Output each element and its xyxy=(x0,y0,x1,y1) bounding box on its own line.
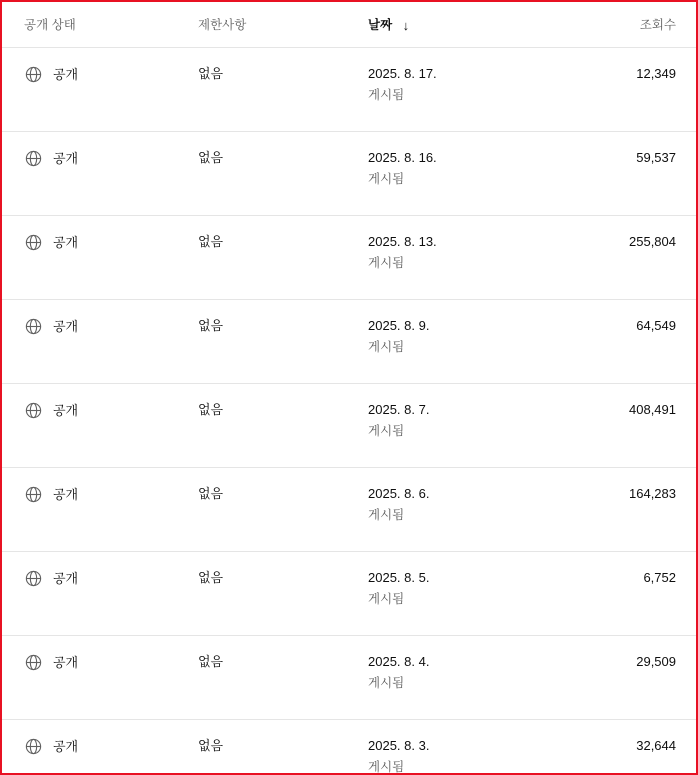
restriction-label: 없음 xyxy=(198,234,224,249)
cell-visibility xyxy=(2,569,198,588)
globe-icon xyxy=(24,65,43,84)
cell-visibility xyxy=(2,149,198,168)
cell-restriction xyxy=(198,653,368,671)
views-value: 32,644 xyxy=(636,738,676,753)
table-row[interactable] xyxy=(2,384,696,468)
visibility-label: 공개 xyxy=(53,654,79,670)
date-value: 2025. 8. 7. xyxy=(368,402,430,417)
views-value: 59,537 xyxy=(636,150,676,165)
cell-restriction xyxy=(198,569,368,587)
column-header-restriction-label: 제한사항 xyxy=(198,18,247,32)
cell-date xyxy=(368,233,564,272)
cell-visibility xyxy=(2,653,198,672)
cell-date xyxy=(368,401,564,440)
table-row[interactable] xyxy=(2,720,696,775)
date-status: 게시됨 xyxy=(368,676,405,690)
date-value: 2025. 8. 5. xyxy=(368,570,430,585)
restriction-label: 없음 xyxy=(198,150,224,165)
views-value: 255,804 xyxy=(629,234,676,249)
cell-views xyxy=(564,653,694,671)
table-row[interactable] xyxy=(2,132,696,216)
cell-restriction xyxy=(198,401,368,419)
cell-restriction xyxy=(198,149,368,167)
date-status: 게시됨 xyxy=(368,592,405,606)
cell-date xyxy=(368,317,564,356)
visibility-label: 공개 xyxy=(53,150,79,166)
visibility-label: 공개 xyxy=(53,402,79,418)
cell-visibility xyxy=(2,233,198,252)
date-status: 게시됨 xyxy=(368,340,405,354)
cell-visibility xyxy=(2,401,198,420)
cell-views xyxy=(564,485,694,503)
date-status: 게시됨 xyxy=(368,172,405,186)
date-value: 2025. 8. 6. xyxy=(368,486,430,501)
date-value: 2025. 8. 9. xyxy=(368,318,430,333)
date-value: 2025. 8. 13. xyxy=(368,234,437,249)
cell-visibility xyxy=(2,485,198,504)
date-value: 2025. 8. 4. xyxy=(368,654,430,669)
table-row[interactable] xyxy=(2,552,696,636)
restriction-label: 없음 xyxy=(198,66,224,81)
cell-date xyxy=(368,737,564,775)
column-header-date[interactable] xyxy=(368,15,564,34)
date-value: 2025. 8. 17. xyxy=(368,66,437,81)
sort-descending-arrow-icon: ↓ xyxy=(402,18,410,33)
cell-restriction xyxy=(198,65,368,83)
cell-date xyxy=(368,485,564,524)
globe-icon xyxy=(24,233,43,252)
views-value: 64,549 xyxy=(636,318,676,333)
cell-views xyxy=(564,233,694,251)
table-row[interactable] xyxy=(2,216,696,300)
column-header-date-label: 날짜 xyxy=(368,18,393,32)
cell-date xyxy=(368,569,564,608)
views-value: 408,491 xyxy=(629,402,676,417)
restriction-label: 없음 xyxy=(198,402,224,417)
visibility-label: 공개 xyxy=(53,318,79,334)
restriction-label: 없음 xyxy=(198,738,224,753)
globe-icon xyxy=(24,737,43,756)
restriction-label: 없음 xyxy=(198,486,224,501)
table-header-row xyxy=(2,2,696,48)
table-row[interactable] xyxy=(2,48,696,132)
visibility-label: 공개 xyxy=(53,234,79,250)
column-header-views[interactable] xyxy=(564,15,694,34)
cell-views xyxy=(564,569,694,587)
cell-date xyxy=(368,149,564,188)
column-header-visibility-label: 공개 상태 xyxy=(24,18,76,32)
table-row[interactable] xyxy=(2,636,696,720)
views-value: 164,283 xyxy=(629,486,676,501)
cell-views xyxy=(564,317,694,335)
cell-visibility xyxy=(2,317,198,336)
date-status: 게시됨 xyxy=(368,424,405,438)
restriction-label: 없음 xyxy=(198,570,224,585)
cell-date xyxy=(368,65,564,104)
cell-date xyxy=(368,653,564,692)
views-value: 12,349 xyxy=(636,66,676,81)
cell-restriction xyxy=(198,737,368,755)
restriction-label: 없음 xyxy=(198,318,224,333)
visibility-label: 공개 xyxy=(53,570,79,586)
column-header-restriction[interactable] xyxy=(198,15,368,34)
cell-views xyxy=(564,737,694,755)
visibility-label: 공개 xyxy=(53,66,79,82)
date-status: 게시됨 xyxy=(368,88,405,102)
table-row[interactable] xyxy=(2,468,696,552)
views-value: 6,752 xyxy=(643,570,676,585)
date-status: 게시됨 xyxy=(368,508,405,522)
cell-views xyxy=(564,149,694,167)
globe-icon xyxy=(24,569,43,588)
globe-icon xyxy=(24,317,43,336)
date-value: 2025. 8. 16. xyxy=(368,150,437,165)
views-value: 29,509 xyxy=(636,654,676,669)
globe-icon xyxy=(24,149,43,168)
visibility-label: 공개 xyxy=(53,738,79,754)
cell-visibility xyxy=(2,737,198,756)
column-header-views-label: 조회수 xyxy=(639,18,676,32)
table-row[interactable] xyxy=(2,300,696,384)
cell-restriction xyxy=(198,485,368,503)
cell-visibility xyxy=(2,65,198,84)
column-header-visibility[interactable] xyxy=(2,15,198,34)
date-value: 2025. 8. 3. xyxy=(368,738,430,753)
globe-icon xyxy=(24,653,43,672)
cell-views xyxy=(564,401,694,419)
date-status: 게시됨 xyxy=(368,256,405,270)
cell-restriction xyxy=(198,233,368,251)
cell-views xyxy=(564,65,694,83)
date-status: 게시됨 xyxy=(368,760,405,774)
restriction-label: 없음 xyxy=(198,654,224,669)
globe-icon xyxy=(24,485,43,504)
globe-icon xyxy=(24,401,43,420)
cell-restriction xyxy=(198,317,368,335)
visibility-label: 공개 xyxy=(53,486,79,502)
